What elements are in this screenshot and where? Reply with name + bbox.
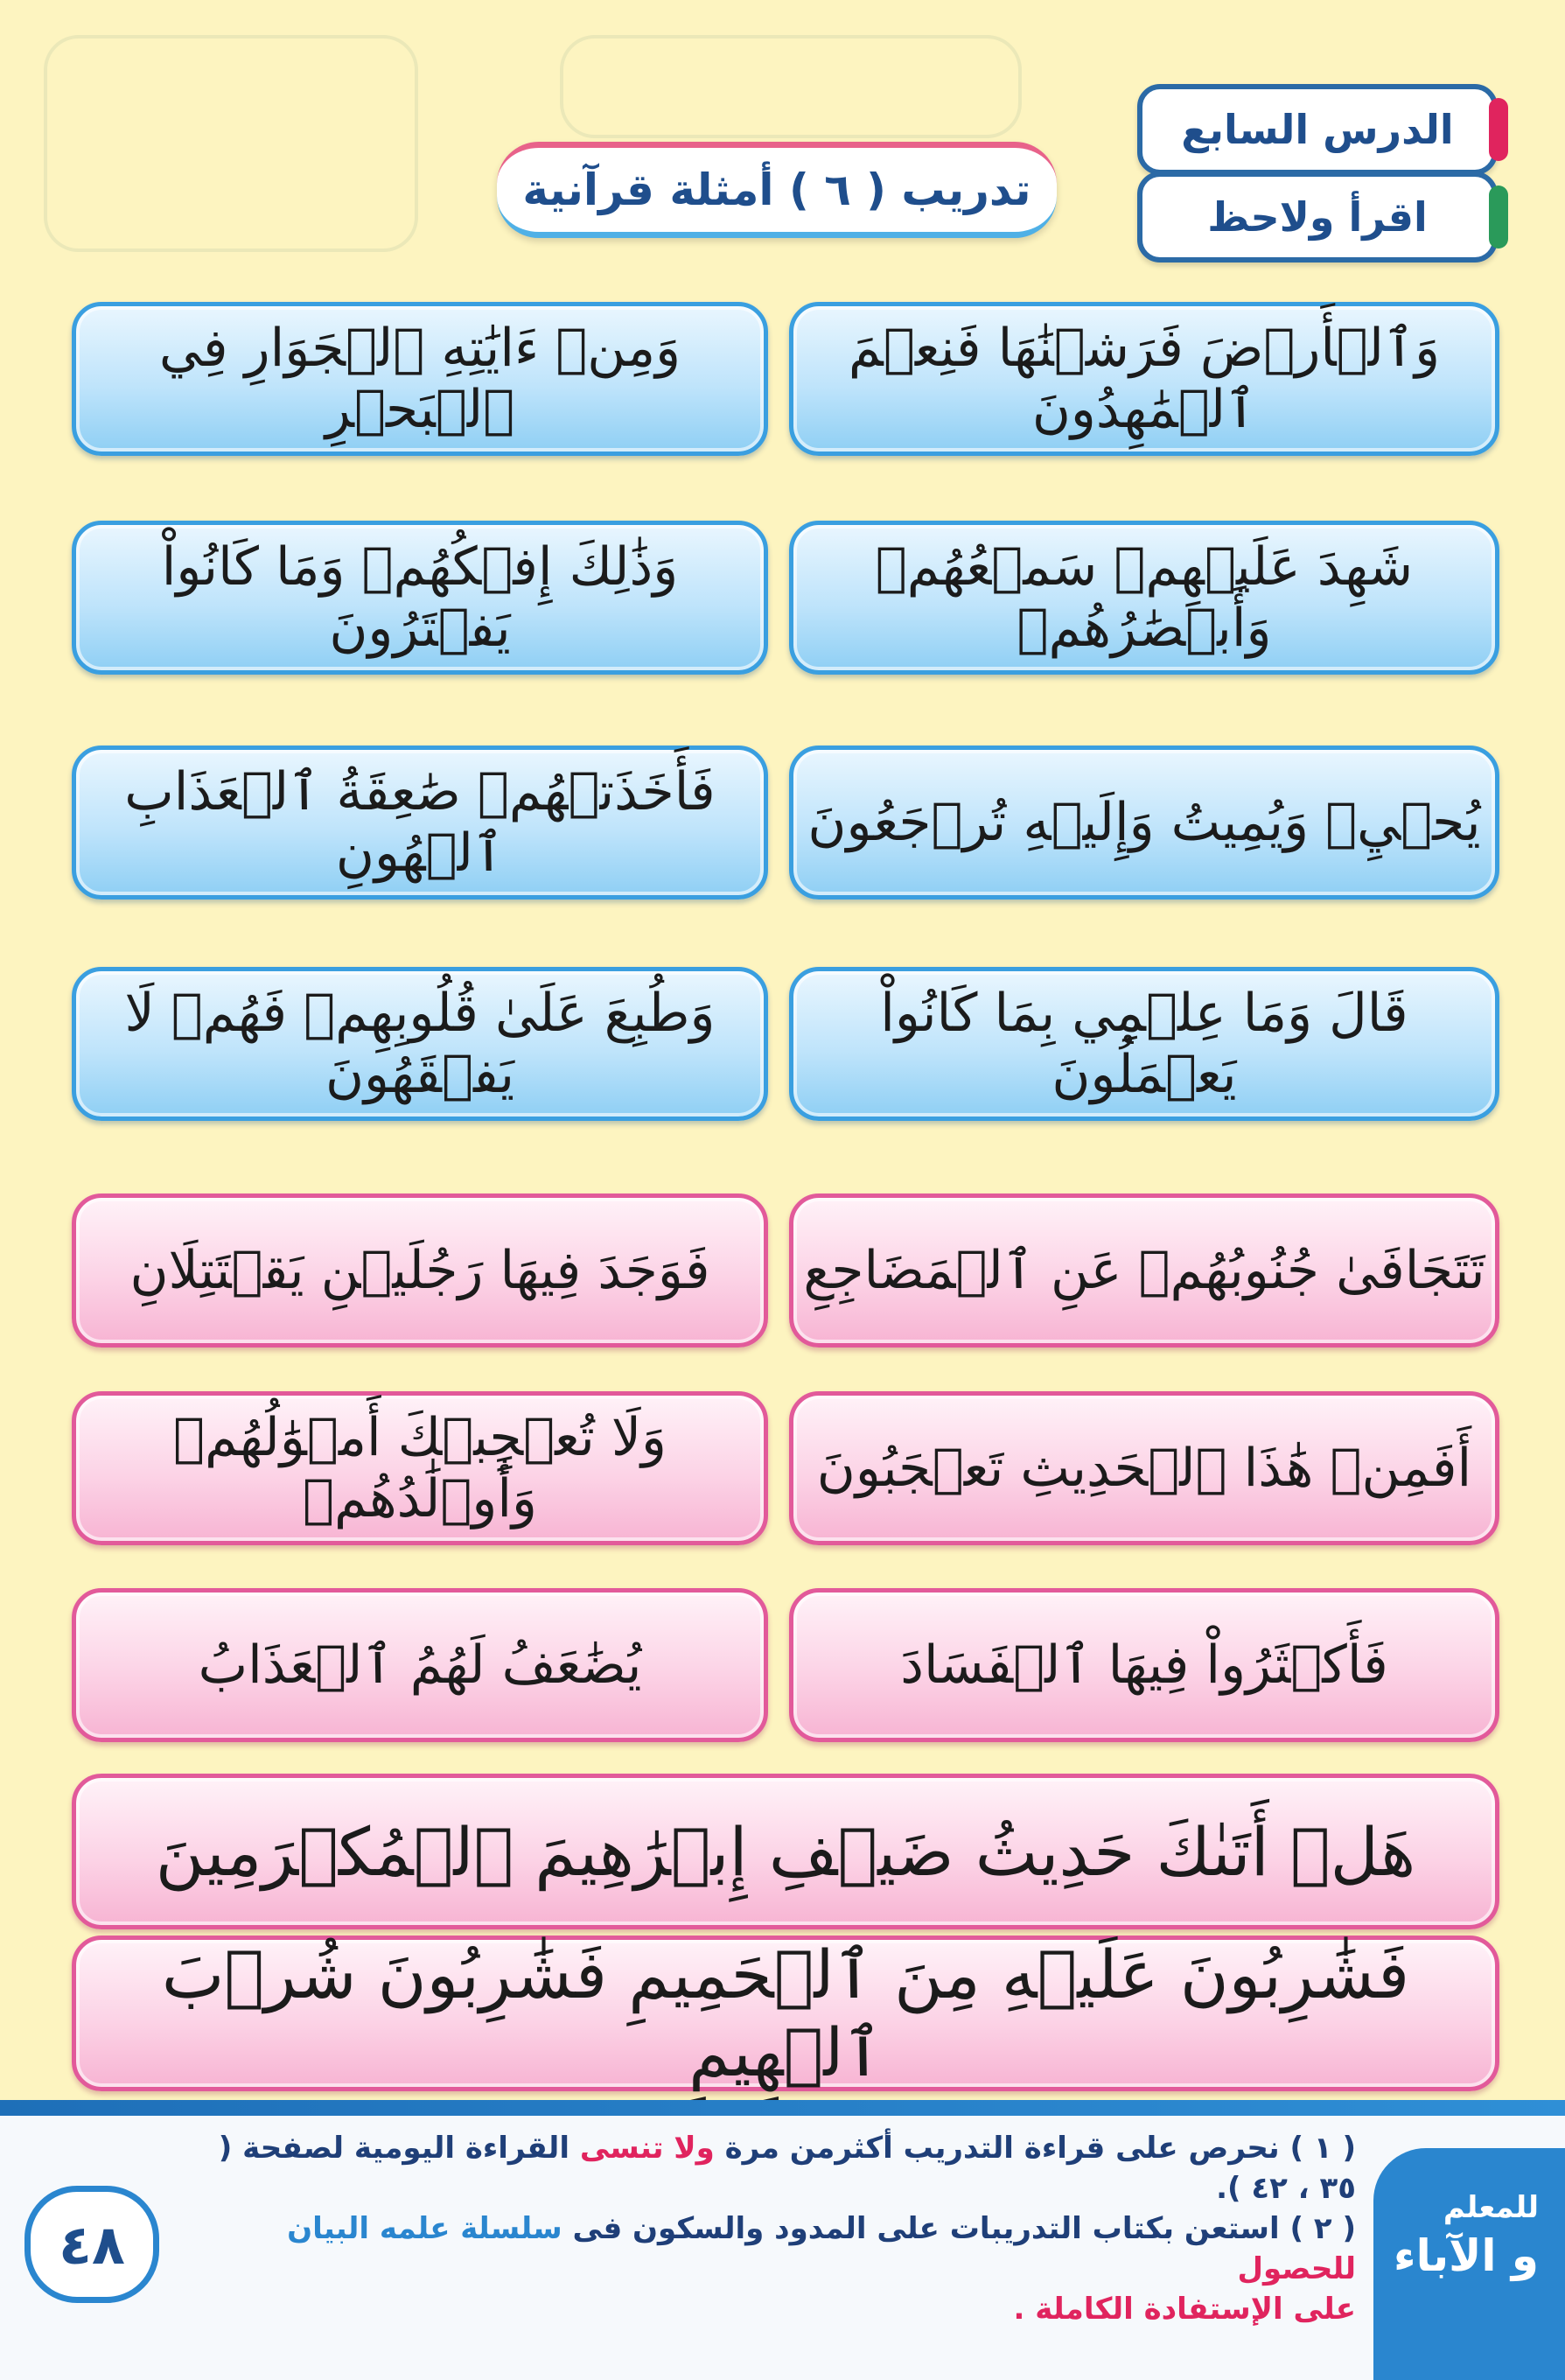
verse-card	[72, 967, 768, 1121]
verse-text: يُضَٰعَفُ لَهُمُ ٱلۡعَذَابُ	[198, 1634, 642, 1696]
note-1-highlight: ولا تنسى	[579, 2131, 715, 2166]
teacher-corner	[1373, 2148, 1565, 2380]
note-1-text: ( ١ ) نحرص على قراءة التدريب أكثرمن مرة	[714, 2131, 1356, 2166]
footer-notes	[184, 2128, 1356, 2329]
verse-text: فَأَخَذَتۡهُمۡ صَٰعِقَةُ ٱلۡعَذَابِ ٱلۡهُونِ	[124, 761, 716, 884]
verse-text: وَطُبِعَ عَلَىٰ قُلُوبِهِمۡ فَهُمۡ لَا يَفۡقَهُونَ	[124, 983, 716, 1105]
ghost-shape	[44, 35, 418, 252]
verse-text: فَأَكۡثَرُواْ فِيهَا ٱلۡفَسَادَ	[900, 1634, 1388, 1696]
verse-card-wide	[72, 1774, 1499, 1929]
verse-card	[789, 1194, 1499, 1348]
verse-card	[72, 1391, 768, 1545]
note-1-suffix: القراءة اليومية لصفحة ( ٣٥ ، ٤٢ ).	[218, 2131, 1356, 2206]
verse-card	[789, 1391, 1499, 1545]
teacher-label: للمعلم	[1443, 2190, 1539, 2225]
verse-text: تَتَجَافَىٰ جُنُوبُهُمۡ عَنِ ٱلۡمَضَاجِعِ	[803, 1240, 1485, 1301]
ghost-shape	[560, 35, 1022, 138]
verse-card	[789, 302, 1499, 456]
verse-card	[789, 967, 1499, 1121]
page-number-text: ٤٨	[59, 2212, 125, 2277]
verse-card	[789, 1588, 1499, 1742]
page-number	[24, 2186, 159, 2303]
exercise-title	[497, 142, 1057, 238]
note-2-suffix: للحصول	[1237, 2251, 1356, 2286]
tag-stripe	[1489, 186, 1508, 248]
verse-card-wide	[72, 1936, 1499, 2091]
lesson-label: الدرس السابع	[1181, 106, 1454, 153]
verse-card	[72, 521, 768, 675]
verse-text: هَلۡ أَتَىٰكَ حَدِيثُ ضَيۡفِ إِبۡرَٰهِيمَ ٱلۡمُكۡرَمِينَ	[155, 1812, 1416, 1891]
verse-card	[72, 1588, 768, 1742]
verse-text: فَوَجَدَ فِيهَا رَجُلَيۡنِ يَقۡتَتِلَانِ	[129, 1240, 710, 1301]
read-tag	[1137, 172, 1498, 262]
note-2-text: ( ٢ ) استعن بكتاب التدريبات على المدود والسكون فى	[562, 2211, 1356, 2246]
note-1	[184, 2128, 1356, 2208]
verse-text: وَلَا تُعۡجِبۡكَ أَمۡوَٰلُهُمۡ وَأَوۡلَٰدُهُمۡ	[172, 1407, 667, 1530]
note-2-series: سلسلة علمه البيان	[287, 2211, 562, 2246]
verse-card	[789, 521, 1499, 675]
exercise-title-text: تدريب ( ٦ ) أمثلة قرآنية	[522, 164, 1031, 215]
verse-card	[72, 1194, 768, 1348]
verse-text: وَٱلۡأَرۡضَ فَرَشۡنَٰهَا فَنِعۡمَ ٱلۡمَٰهِدُونَ	[848, 318, 1441, 440]
note-2-line-2: على الإستفادة الكاملة .	[1013, 2292, 1356, 2327]
tag-stripe	[1489, 98, 1508, 161]
verse-text: قَالَ وَمَا عِلۡمِي بِمَا كَانُواْ يَعۡمَلُونَ	[880, 983, 1408, 1105]
verse-text: شَهِدَ عَلَيۡهِمۡ سَمۡعُهُمۡ وَأَبۡصَٰرُهُمۡ	[875, 536, 1414, 659]
verse-text: أَفَمِنۡ هَٰذَا ٱلۡحَدِيثِ تَعۡجَبُونَ	[816, 1438, 1472, 1499]
lesson-tag	[1137, 84, 1498, 175]
footer-divider	[0, 2100, 1565, 2116]
note-2	[184, 2208, 1356, 2289]
verse-card	[72, 302, 768, 456]
verse-text: وَمِنۡ ءَايَٰتِهِ ٱلۡجَوَارِ فِي ٱلۡبَحۡرِ	[158, 318, 681, 440]
verse-card	[72, 746, 768, 900]
verse-text: فَشَٰرِبُونَ عَلَيۡهِ مِنَ ٱلۡحَمِيمِ فَشَٰرِبُونَ شُرۡبَ ٱلۡهِيمِ	[161, 1936, 1410, 2091]
verse-text: يُحۡيِۦ وَيُمِيتُ وَإِلَيۡهِ تُرۡجَعُونَ	[807, 792, 1481, 853]
parents-label: و الآباء	[1394, 2230, 1539, 2281]
verse-card	[789, 746, 1499, 900]
read-label: اقرأ ولاحظ	[1207, 193, 1428, 241]
verse-text: وَذَٰلِكَ إِفۡكُهُمۡ وَمَا كَانُواْ يَفۡتَرُونَ	[161, 536, 679, 659]
